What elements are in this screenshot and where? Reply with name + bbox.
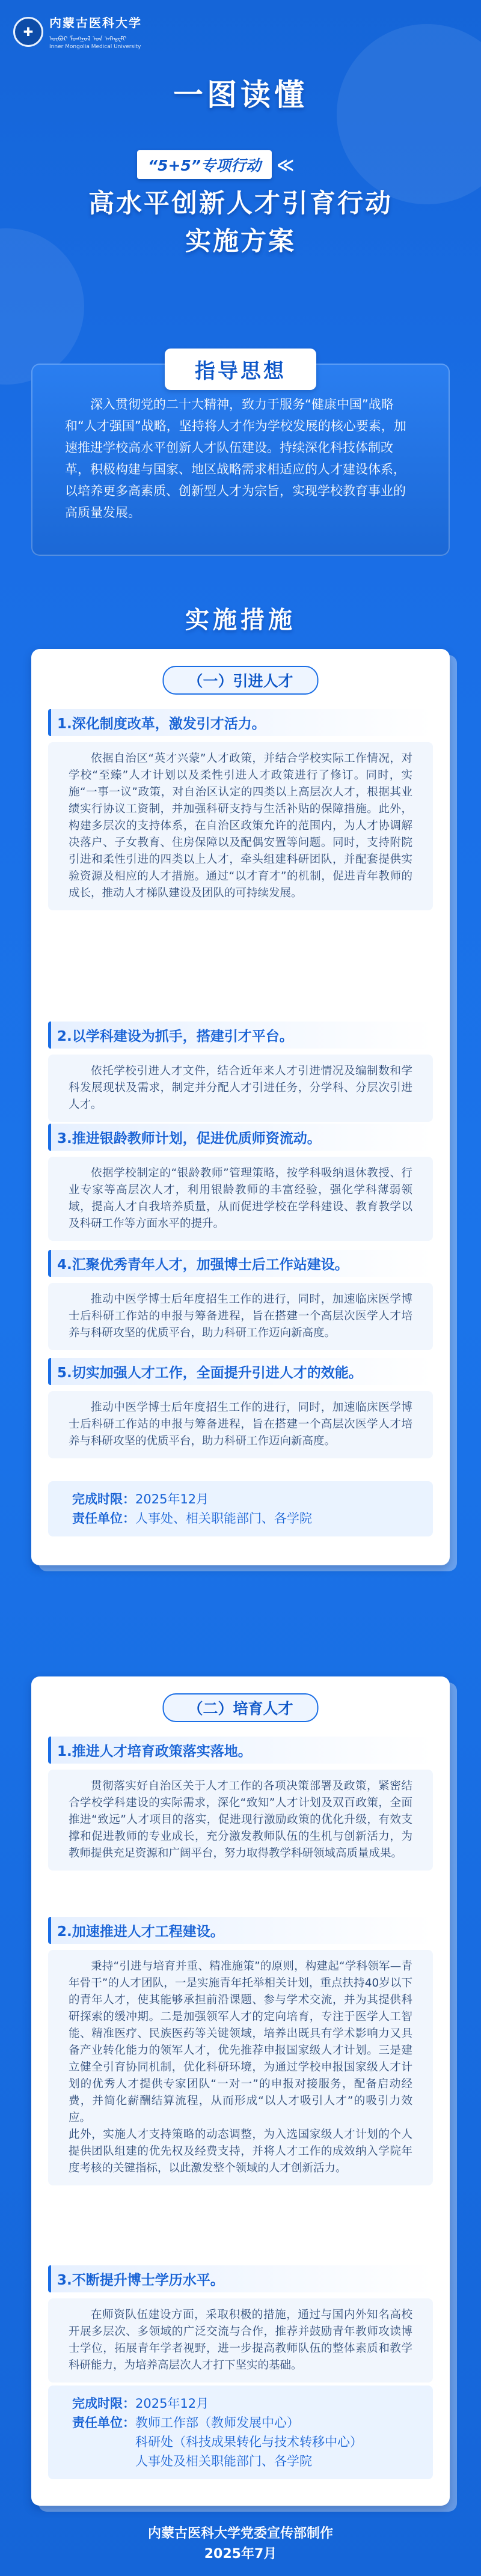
responsible-value: 人事处及相关职能部门、各学院 [135,2454,312,2468]
cultivate-talent-card [31,1676,450,2506]
guide-card [31,364,450,556]
measure-item [48,2265,433,2383]
measure-body: 推动中医学博士后年度招生工作的进行，同时，加速临床医学博士后科研工作站的申报与筹备进程，旨在搭建一个高层次医学人才培养与科研攻坚的优质平台，助力科研工作迈向新高度。 [48,1391,433,1458]
card-chip: （二）培育人才 [162,1693,318,1722]
measure-body: 依据自治区“英才兴蒙”人才政策，并结合学校实际工作情况，对学校“至臻”人才计划以及柔性引进人才政策进行了修订。同时，实施“一事一议”政策，对自治区认定的四类以上高层次人才，根据其业绩实行协议工资制，并加强科研支持与生活补贴的保障措施。此外，构建多层次的支持体系，在自治区政策允许的范围内，为人才协调解决落户、子女教育、住房保障以及配偶安置等问题。同时，支持附院引进和柔性引进的四类以上人才，牵头组建科研团队，并配套提供实验资源及相应的人才措施。通过“以才育才”的机制，促进青年教师的成长，推动人才梯队建设及团队的可持续发展。 [48,742,433,910]
measure-heading: 3.推进银龄教师计划，促进优质师资流动。 [48,1124,433,1151]
footer-date: 2025年7月 [204,2547,277,2562]
measure-heading: 1.深化制度改革，激发引才活力。 [48,709,433,736]
measure-heading: 1.推进人才培育政策落实落地。 [48,1737,433,1764]
logo-en: Inner Mongolia Medical University [49,44,141,50]
measure-heading: 3.不断提升博士学历水平。 [48,2265,433,2292]
footer-producer: 内蒙古医科大学党委宣传部制作 [147,2526,333,2541]
university-seal-icon: ✚ [13,17,43,47]
measure-body: 依托学校引进人才文件，结合近年来人才引进情况及编制数和学科发展现状及需求，制定并分配人才引进任务，分学科、分层次引进人才。 [48,1055,433,1122]
measure-item [48,1250,433,1350]
responsible-label: 责任单位： [72,1511,135,1526]
logo-mn: ᠥᠪᠥᠷ ᠮᠣᠩᠭᠣᠯ ᠤᠨ ᠠᠻᠠᠳ᠋ᠧᠮᠢ [49,35,127,43]
measure-body: 贯彻落实好自治区关于人才工作的各项决策部署及政策，紧密结合学校学科建设的实际需求，深化“致知”人才计划及双百政策，全面推进“致远”人才项目的落实，促进现行激励政策的优化升级，有效支撑和促进教师的专业成长，充分激发教师队伍的生机与创新活力，为教师提供充足资源和广阔平台，努力取得教学科研领域高质量成果。 [48,1770,433,1871]
main-title: 一图读懂 [173,78,308,112]
measure-body: 依据学校制定的“银龄教师”管理策略，按学科吸纳退休教授、行业专家等高层次人才，利用银龄教师的丰富经验，强化学科薄弱领域，提高人才自我培养质量，从而促进学校在学科建设、教育教学以及科研工作等方面水平的提升。 [48,1157,433,1241]
title-line-2: 实施方案 [185,227,296,257]
measure-item [48,1358,433,1458]
deadline-box [48,2386,433,2479]
footer [0,2524,481,2565]
measure-item [48,1124,433,1241]
deadline-label: 完成时限： [72,2396,135,2411]
deadline-value: 2025年12月 [135,1492,209,1506]
introduce-talent-card [31,649,450,1565]
measure-body: 秉持“引进与培育并重、精准施策”的原则，构建起“学科领军—青年骨干”的人才团队，一是实施青年托举相关计划，重点扶持40岁以下的青年人才，使其能够承担前沿课题、参与学术交流，并为其提供科研探索的缓冲期。二是加强领军人才的定向培育，专注于医学人工智能、精准医疗、民族医药等关键领域，培养出既具有学术影响力又具备产业转化能力的领军人才，优先推荐申报国家级人才计划。三是建立健全引育协同机制，优化科研环境，为通过学校申报国家级人才计划的优秀人才提供专家团队“一对一”的申报对接服务，配备启动经费，并简化薪酬结算流程，从而形成“以人才吸引人才”的吸引力效应。 此外，实施人才支持策略的动态调整，为入选国家级人才计划的个人提供团队组建的优先权及经费支持，并将人才工作的成效纳入学院年度考核的关键指标，以此激发整个领域的人才创新活力。 [48,1950,433,2185]
guide-text: 深入贯彻党的二十大精神，致力于服务“健康中国”战略和“人才强国”战略，坚持将人才作为学校发展的核心要素，加速推进学校高水平创新人才队伍建设。持续深化科技体制改革，积极构建与国家、地区战略需求相适应的人才建设体系，以培养更多高素质、创新型人才为宗旨，实现学校教育事业的高质量发展。 [65,397,406,520]
responsible-value: 教师工作部（教师发展中心） [135,2416,299,2430]
ribbon [137,150,294,179]
responsible-value: 科研处（科技成果转化与技术转移中心） [135,2435,363,2449]
measure-item [48,1737,433,1871]
measure-heading: 5.切实加强人才工作，全面提升引进人才的效能。 [48,1358,433,1385]
decor-circle [337,24,481,204]
measure-heading: 4.汇聚优秀青年人才，加强博士后工作站建设。 [48,1250,433,1277]
responsible-label: 责任单位： [72,2416,135,2430]
ribbon-label: “5+5”专项行动 [137,150,272,179]
title-line-1: 高水平创新人才引育行动 [88,189,393,219]
measure-item [48,1917,433,2185]
deadline-box [48,1481,433,1536]
responsible-value: 人事处、相关职能部门、各学院 [135,1511,312,1526]
deadline-label: 完成时限： [72,1492,135,1506]
measure-body: 在师资队伍建设方面，采取积极的措施，通过与国内外知名高校开展多层次、多领域的广泛交流与合作，推荐并鼓励青年教师攻读博士学位，拓展青年学者视野，进一步提高教师队伍的整体素质和教学科研能力，为培养高层次人才打下坚实的基础。 [48,2298,433,2383]
measure-item [48,1022,433,1122]
university-logo [13,13,142,50]
measure-item [48,709,433,910]
card-chip: （一）引进人才 [162,666,318,695]
logo-cn: 内蒙古医科大学 [49,16,142,30]
measure-body: 推动中医学博士后年度招生工作的进行，同时，加速临床医学博士后科研工作站的申报与筹备进程，旨在搭建一个高层次医学人才培养与科研攻坚的优质平台，助力科研工作迈向新高度。 [48,1283,433,1350]
double-chevron-icon: ≪ [276,154,295,175]
measure-heading: 2.以学科建设为抓手，搭建引才平台。 [48,1022,433,1049]
measures-title: 实施措施 [185,606,296,634]
guide-title: 指导思想 [165,349,316,390]
measure-heading: 2.加速推进人才工程建设。 [48,1917,433,1944]
deadline-value: 2025年12月 [135,2396,209,2411]
